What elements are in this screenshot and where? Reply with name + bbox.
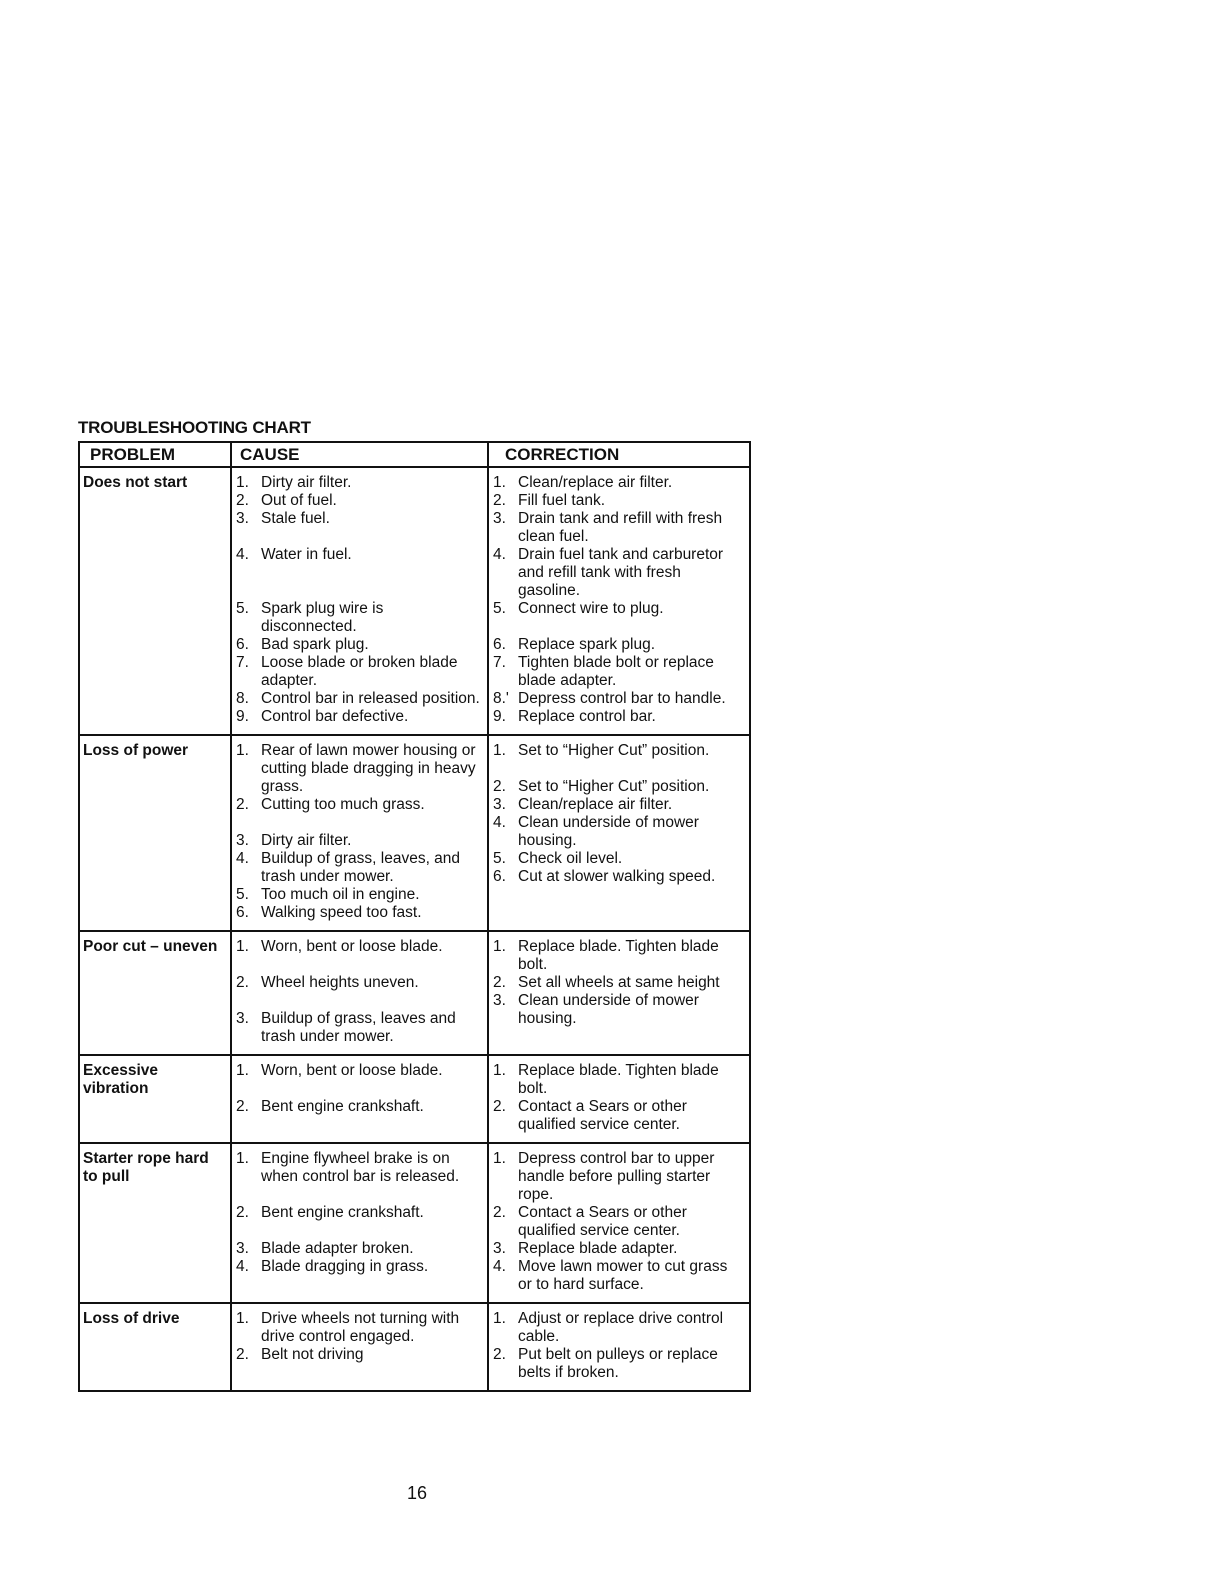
line-spacer xyxy=(236,1080,483,1098)
correction-item xyxy=(493,742,745,760)
table-row xyxy=(79,735,750,931)
cause-item xyxy=(236,690,483,708)
cause-item xyxy=(236,600,483,636)
table-row xyxy=(79,931,750,1055)
correction-text: Set to “Higher Cut” position. xyxy=(518,778,710,795)
correction-number: 2. xyxy=(493,1346,506,1363)
correction-text: Set all wheels at same height xyxy=(518,974,720,991)
cause-number: 5. xyxy=(236,886,249,903)
cause-item xyxy=(236,510,483,528)
cause-number: 4. xyxy=(236,1258,249,1275)
correction-text: Set to “Higher Cut” position. xyxy=(518,742,710,759)
cause-item xyxy=(236,1310,483,1346)
cause-number: 5. xyxy=(236,600,249,617)
correction-text: Replace blade. Tighten blade bolt. xyxy=(518,1062,719,1097)
cause-item xyxy=(236,1258,483,1276)
header-problem: PROBLEM xyxy=(79,442,231,467)
correction-cell xyxy=(488,735,750,931)
correction-text: Connect wire to plug. xyxy=(518,600,664,617)
correction-item xyxy=(493,654,745,690)
correction-item xyxy=(493,938,745,974)
cause-item xyxy=(236,904,483,922)
cause-item xyxy=(236,492,483,510)
line-spacer xyxy=(236,992,483,1010)
cause-number: 2. xyxy=(236,796,249,813)
correction-number: 8.' xyxy=(493,690,509,707)
correction-text: Cut at slower walking speed. xyxy=(518,868,716,885)
correction-item xyxy=(493,1204,745,1240)
cause-text: Stale fuel. xyxy=(261,510,330,527)
cause-item xyxy=(236,886,483,904)
problem-cell: Starter rope hard to pull xyxy=(79,1143,231,1303)
cause-text: Bad spark plug. xyxy=(261,636,369,653)
cause-number: 2. xyxy=(236,1346,249,1363)
cause-text: Worn, bent or loose blade. xyxy=(261,1062,443,1079)
cause-text: Blade adapter broken. xyxy=(261,1240,414,1257)
header-correction: CORRECTION xyxy=(488,442,750,467)
cause-text: Dirty air filter. xyxy=(261,832,352,849)
cause-number: 3. xyxy=(236,1240,249,1257)
cause-text: Cutting too much grass. xyxy=(261,796,425,813)
cause-cell xyxy=(231,735,488,931)
correction-number: 3. xyxy=(493,992,506,1009)
cause-item xyxy=(236,832,483,850)
cause-number: 1. xyxy=(236,938,249,955)
correction-item xyxy=(493,1258,745,1294)
cause-item xyxy=(236,1346,483,1364)
correction-cell xyxy=(488,467,750,735)
correction-item xyxy=(493,510,745,546)
cause-number: 3. xyxy=(236,1010,249,1027)
correction-number: 4. xyxy=(493,1258,506,1275)
cause-number: 1. xyxy=(236,1310,249,1327)
correction-item xyxy=(493,1346,745,1382)
correction-text: Contact a Sears or other qualified service center. xyxy=(518,1204,687,1239)
cause-number: 9. xyxy=(236,708,249,725)
correction-text: Clean/replace air filter. xyxy=(518,796,673,813)
cause-text: Wheel heights uneven. xyxy=(261,974,419,991)
correction-number: 1. xyxy=(493,1062,506,1079)
cause-item xyxy=(236,654,483,690)
correction-text: Replace control bar. xyxy=(518,708,656,725)
cause-item xyxy=(236,636,483,654)
correction-item xyxy=(493,974,745,992)
correction-number: 3. xyxy=(493,1240,506,1257)
cause-text: Loose blade or broken blade adapter. xyxy=(261,654,458,689)
cause-text: Water in fuel. xyxy=(261,546,352,563)
cause-item xyxy=(236,474,483,492)
line-spacer xyxy=(236,1186,483,1204)
correction-number: 4. xyxy=(493,814,506,831)
correction-item xyxy=(493,1310,745,1346)
cause-number: 3. xyxy=(236,510,249,527)
cause-item xyxy=(236,546,483,564)
correction-text: Depress control bar to handle. xyxy=(518,690,726,707)
line-spacer xyxy=(493,760,745,778)
cause-item xyxy=(236,974,483,992)
correction-text: Clean underside of mower housing. xyxy=(518,814,699,849)
cause-text: Too much oil in engine. xyxy=(261,886,420,903)
header-cause: CAUSE xyxy=(231,442,488,467)
correction-item xyxy=(493,708,745,726)
correction-text: Replace blade adapter. xyxy=(518,1240,678,1257)
cause-item xyxy=(236,1098,483,1116)
correction-number: 1. xyxy=(493,1150,506,1167)
correction-item xyxy=(493,636,745,654)
line-spacer xyxy=(236,528,483,546)
table-row xyxy=(79,1055,750,1143)
cause-number: 4. xyxy=(236,850,249,867)
problem-cell: Excessive vibration xyxy=(79,1055,231,1143)
correction-item xyxy=(493,850,745,868)
cause-text: Bent engine crankshaft. xyxy=(261,1204,424,1221)
correction-number: 4. xyxy=(493,546,506,563)
correction-cell xyxy=(488,1055,750,1143)
correction-item xyxy=(493,1062,745,1098)
correction-cell xyxy=(488,931,750,1055)
correction-item xyxy=(493,492,745,510)
cause-number: 6. xyxy=(236,904,249,921)
correction-cell xyxy=(488,1143,750,1303)
cause-number: 1. xyxy=(236,1062,249,1079)
cause-number: 2. xyxy=(236,1098,249,1115)
cause-cell xyxy=(231,1055,488,1143)
cause-item xyxy=(236,796,483,814)
correction-number: 2. xyxy=(493,974,506,991)
table-row xyxy=(79,1143,750,1303)
cause-item xyxy=(236,1204,483,1222)
correction-item xyxy=(493,814,745,850)
correction-item xyxy=(493,1098,745,1134)
cause-text: Spark plug wire is disconnected. xyxy=(261,600,384,635)
correction-number: 5. xyxy=(493,850,506,867)
correction-number: 3. xyxy=(493,510,506,527)
cause-number: 2. xyxy=(236,1204,249,1221)
correction-item xyxy=(493,1150,745,1204)
table-row xyxy=(79,467,750,735)
correction-number: 5. xyxy=(493,600,506,617)
problem-cell: Does not start xyxy=(79,467,231,735)
correction-item xyxy=(493,600,745,618)
cause-number: 3. xyxy=(236,832,249,849)
correction-text: Clean underside of mower housing. xyxy=(518,992,699,1027)
cause-number: 2. xyxy=(236,492,249,509)
correction-number: 1. xyxy=(493,1310,506,1327)
cause-cell xyxy=(231,931,488,1055)
correction-text: Clean/replace air filter. xyxy=(518,474,673,491)
correction-number: 2. xyxy=(493,778,506,795)
cause-item xyxy=(236,708,483,726)
cause-item xyxy=(236,1062,483,1080)
header-row xyxy=(79,442,750,467)
cause-text: Belt not driving xyxy=(261,1346,364,1363)
cause-number: 7. xyxy=(236,654,249,671)
cause-text: Walking speed too fast. xyxy=(261,904,422,921)
correction-item xyxy=(493,992,745,1028)
cause-text: Buildup of grass, leaves, and trash under mower. xyxy=(261,850,461,885)
cause-text: Buildup of grass, leaves and trash under mower. xyxy=(261,1010,456,1045)
correction-item xyxy=(493,868,745,886)
cause-text: Rear of lawn mower housing or cutting blade dragging in heavy grass. xyxy=(261,742,476,795)
correction-item xyxy=(493,690,745,708)
cause-number: 1. xyxy=(236,474,249,491)
line-spacer xyxy=(236,582,483,600)
cause-text: Engine flywheel brake is on when control bar is released. xyxy=(261,1150,460,1185)
problem-cell: Loss of drive xyxy=(79,1303,231,1391)
correction-number: 1. xyxy=(493,938,506,955)
page-number: 16 xyxy=(406,1483,428,1503)
chart-title: TROUBLESHOOTING CHART xyxy=(78,418,311,437)
cause-text: Control bar in released position. xyxy=(261,690,480,707)
correction-number: 1. xyxy=(493,742,506,759)
correction-text: Tighten blade bolt or replace blade adapter. xyxy=(518,654,714,689)
correction-text: Move lawn mower to cut grass or to hard surface. xyxy=(518,1258,728,1293)
cause-item xyxy=(236,938,483,956)
correction-cell xyxy=(488,1303,750,1391)
correction-number: 2. xyxy=(493,1204,506,1221)
cause-number: 8. xyxy=(236,690,249,707)
cause-cell xyxy=(231,1143,488,1303)
cause-cell xyxy=(231,1303,488,1391)
cause-number: 1. xyxy=(236,1150,249,1167)
correction-text: Adjust or replace drive control cable. xyxy=(518,1310,724,1345)
cause-text: Worn, bent or loose blade. xyxy=(261,938,443,955)
correction-number: 2. xyxy=(493,1098,506,1115)
correction-number: 1. xyxy=(493,474,506,491)
correction-text: Fill fuel tank. xyxy=(518,492,606,509)
cause-text: Out of fuel. xyxy=(261,492,337,509)
correction-text: Replace spark plug. xyxy=(518,636,655,653)
cause-cell xyxy=(231,467,488,735)
cause-item xyxy=(236,850,483,886)
correction-text: Depress control bar to upper handle before pulling starter rope. xyxy=(518,1150,715,1203)
cause-text: Drive wheels not turning with drive control engaged. xyxy=(261,1310,460,1345)
correction-number: 7. xyxy=(493,654,506,671)
correction-number: 3. xyxy=(493,796,506,813)
troubleshooting-table xyxy=(78,441,751,1392)
line-spacer xyxy=(236,564,483,582)
cause-number: 6. xyxy=(236,636,249,653)
correction-number: 9. xyxy=(493,708,506,725)
line-spacer xyxy=(493,618,745,636)
table-body xyxy=(79,467,750,1391)
correction-number: 2. xyxy=(493,492,506,509)
cause-text: Dirty air filter. xyxy=(261,474,352,491)
line-spacer xyxy=(236,1222,483,1240)
table-row xyxy=(79,1303,750,1391)
correction-item xyxy=(493,546,745,600)
cause-text: Control bar defective. xyxy=(261,708,409,725)
correction-item xyxy=(493,474,745,492)
correction-item xyxy=(493,796,745,814)
correction-number: 6. xyxy=(493,868,506,885)
cause-text: Blade dragging in grass. xyxy=(261,1258,429,1275)
correction-text: Drain fuel tank and carburetor and refill tank with fresh gasoline. xyxy=(518,546,724,599)
cause-item xyxy=(236,1150,483,1186)
problem-cell: Poor cut – uneven xyxy=(79,931,231,1055)
cause-number: 2. xyxy=(236,974,249,991)
correction-text: Contact a Sears or other qualified service center. xyxy=(518,1098,687,1133)
cause-number: 1. xyxy=(236,742,249,759)
cause-item xyxy=(236,1010,483,1046)
correction-item xyxy=(493,1240,745,1258)
correction-item xyxy=(493,778,745,796)
correction-text: Check oil level. xyxy=(518,850,623,867)
cause-item xyxy=(236,1240,483,1258)
cause-item xyxy=(236,742,483,796)
cause-number: 4. xyxy=(236,546,249,563)
correction-text: Drain tank and refill with fresh clean fuel. xyxy=(518,510,723,545)
line-spacer xyxy=(236,956,483,974)
correction-text: Replace blade. Tighten blade bolt. xyxy=(518,938,719,973)
cause-text: Bent engine crankshaft. xyxy=(261,1098,424,1115)
problem-cell: Loss of power xyxy=(79,735,231,931)
line-spacer xyxy=(236,814,483,832)
correction-number: 6. xyxy=(493,636,506,653)
correction-text: Put belt on pulleys or replace belts if broken. xyxy=(518,1346,718,1381)
